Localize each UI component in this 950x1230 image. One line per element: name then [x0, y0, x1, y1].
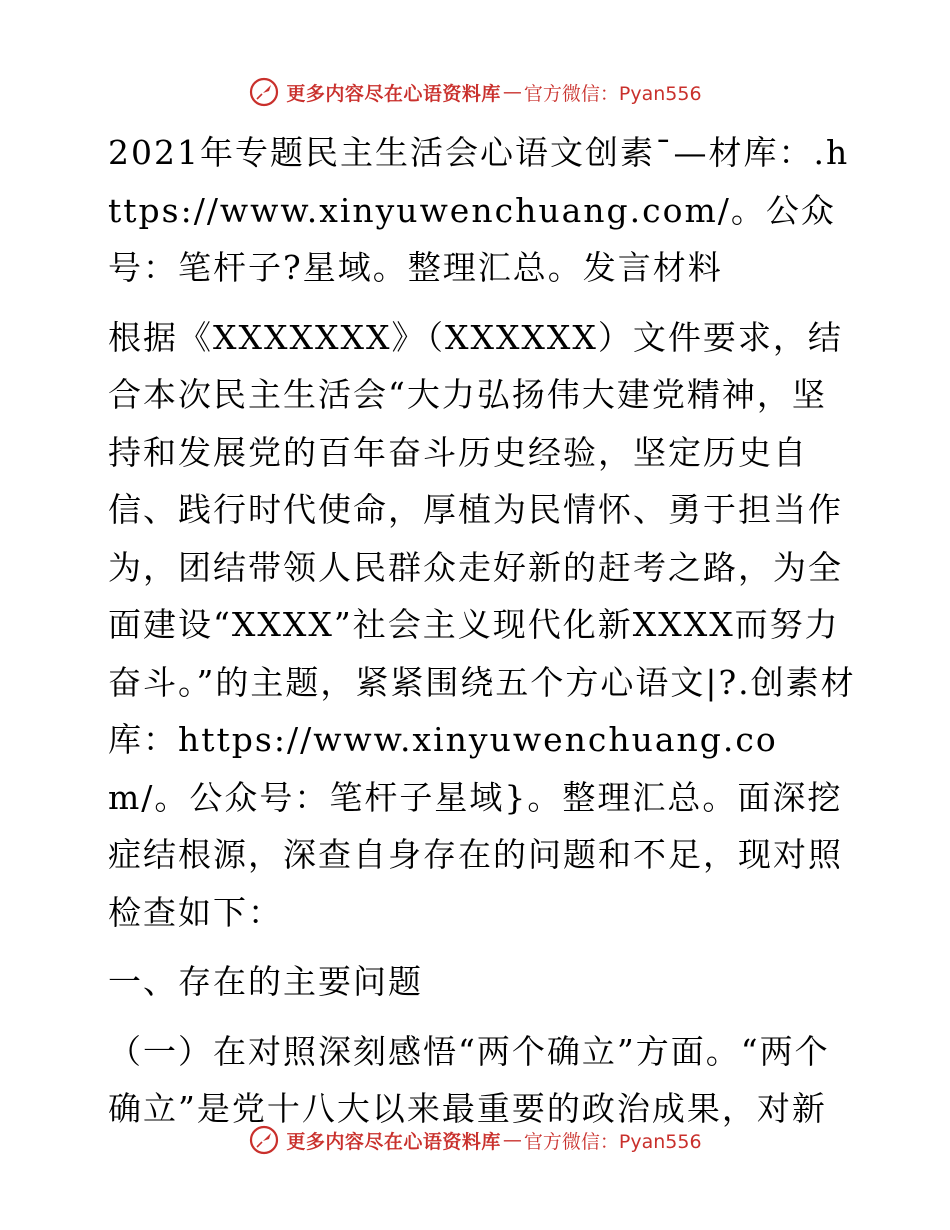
title-paragraph: 2021年专题民主生活会心语文创素¯—材库：.https://www.xinyuwenchuang.com/。公众号：笔杆子?星域。整理汇总。发言材料	[108, 133, 850, 287]
footer-banner	[0, 1118, 950, 1162]
quill-logo-icon	[248, 1124, 280, 1156]
banner-slogan: 更多内容尽在心语资料库	[286, 82, 501, 105]
header-banner	[0, 70, 950, 114]
banner-separator: —	[502, 81, 522, 103]
banner-slogan: 更多内容尽在心语资料库	[286, 1130, 501, 1153]
document-body	[98, 124, 858, 1138]
quill-logo-icon	[248, 76, 280, 108]
banner-contact: 官方微信：Pyan556	[523, 1130, 702, 1153]
banner-contact: 官方微信：Pyan556	[523, 82, 702, 105]
banner-separator: —	[502, 1129, 522, 1151]
subsection-paragraph: （一）在对照深刻感悟“两个确立”方面。“两个确立”是党十八大以来最重要的政治成果，对新	[108, 1031, 830, 1128]
section-heading: 一、存在的主要问题	[108, 962, 423, 1001]
intro-paragraph: 根据《XXXXXXX》（XXXXXX）文件要求，结合本次民主生活会“大力弘扬伟大建党精神，坚持和发展党的百年奋斗历史经验，坚定历史自信、践行时代使命，厚植为民情怀、勇于担当作为，团结带领人民群众走好新的赶考之路，为全面建设“XXXX”社会主义现代化新XXXX而努力奋斗。”的主题，紧紧围绕五个方心语文|?.创素材库：https://www.xinyuwenchuang.com/。公众号：笔杆子星域}。整理汇总。面深挖症结根源，深查自身存在的问题和不足，现对照检查如下：	[108, 317, 856, 932]
